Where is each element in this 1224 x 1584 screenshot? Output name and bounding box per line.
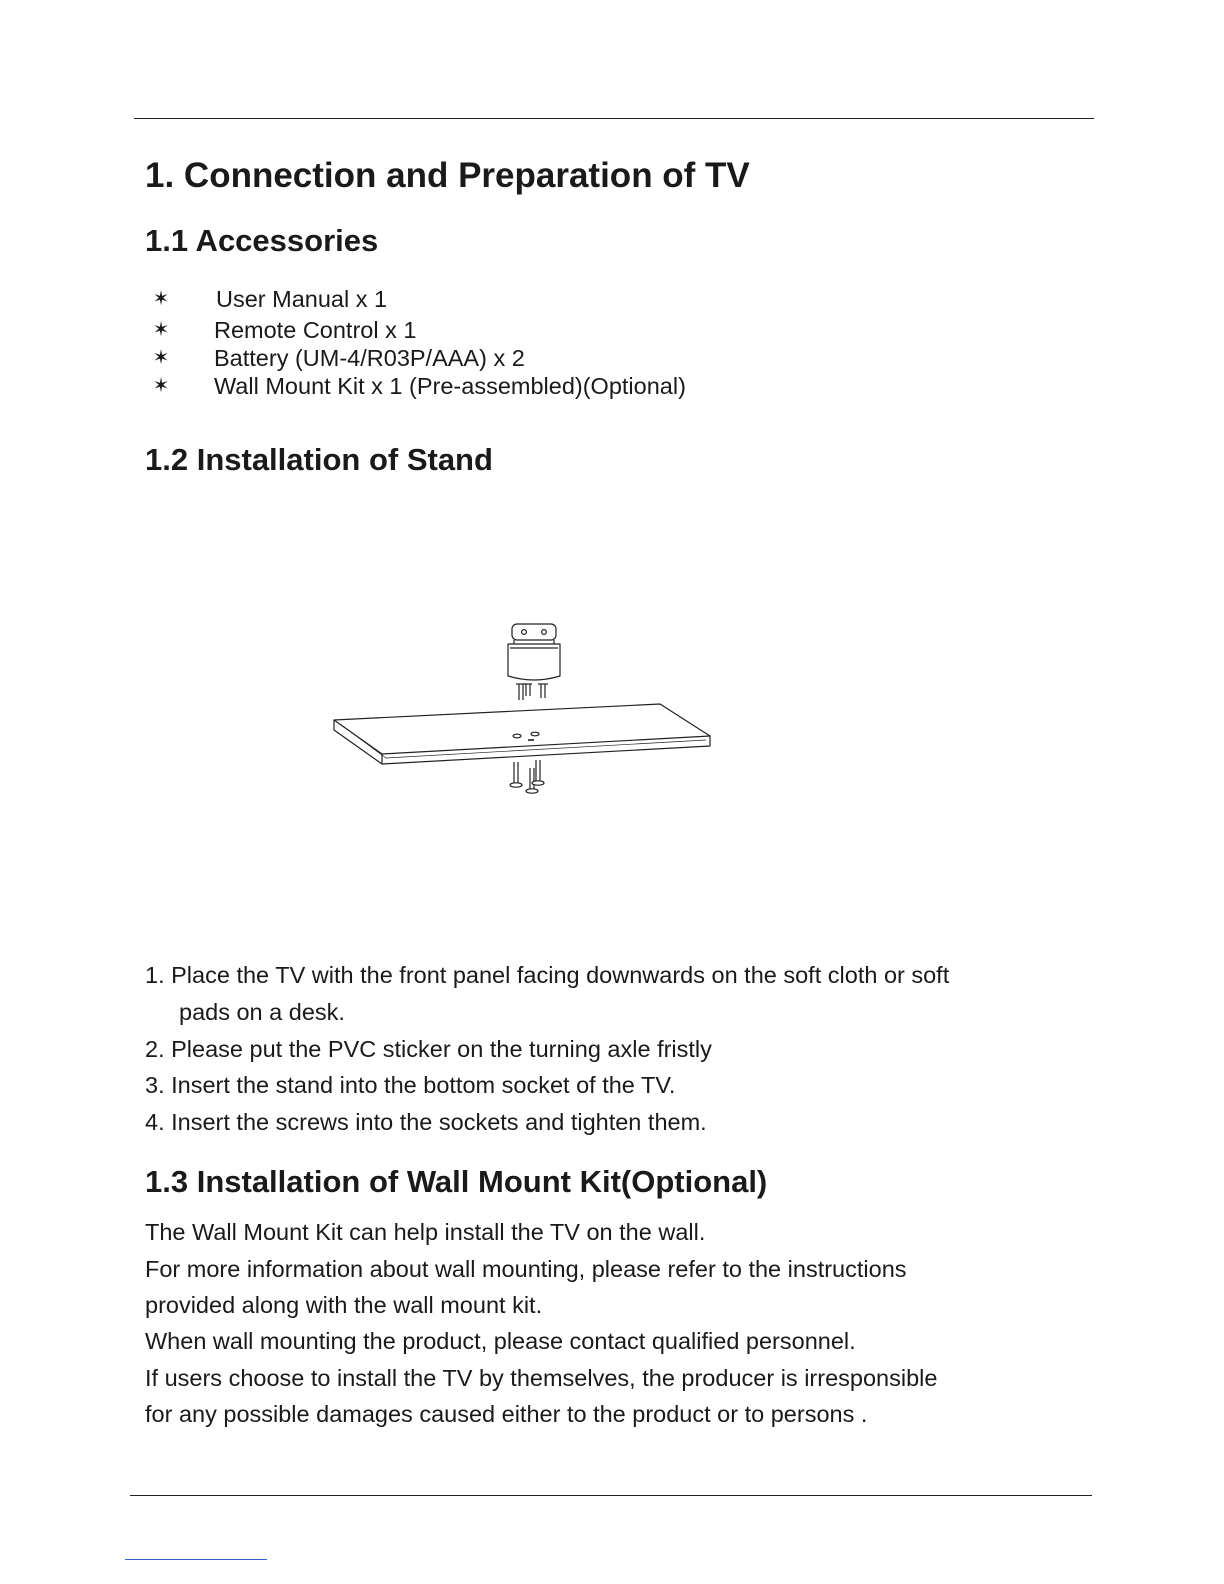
wall-mount-paragraph: If users choose to install the TV by themselves, the producer is irresponsible xyxy=(145,1365,938,1391)
wall-mount-paragraph: provided along with the wall mount kit. xyxy=(145,1292,543,1318)
list-item: 4. Insert the screws into the sockets and tighten them. xyxy=(145,1109,707,1135)
wall-mount-paragraph: For more information about wall mounting, please refer to the instructions xyxy=(145,1256,907,1282)
wall-mount-paragraph: The Wall Mount Kit can help install the TV on the wall. xyxy=(145,1219,706,1245)
lower-screws-icon xyxy=(510,760,544,793)
wall-mount-heading: 1.3 Installation of Wall Mount Kit(Optional) xyxy=(145,1164,768,1199)
list-item: 3. Insert the stand into the bottom socket of the TV. xyxy=(145,1072,676,1098)
top-rule xyxy=(134,118,1094,119)
upper-screws-icon xyxy=(516,684,548,700)
page-title: 1. Connection and Preparation of TV xyxy=(145,156,750,195)
bottom-rule xyxy=(130,1495,1092,1496)
stand-base-plate-icon xyxy=(334,704,710,764)
list-item: 1. Place the TV with the front panel facing downwards on the soft cloth or soft pads on a desk. xyxy=(145,962,950,1025)
stand-bracket-icon xyxy=(508,624,560,680)
list-item: 2. Please put the PVC sticker on the turning axle fristly xyxy=(145,1036,712,1062)
accessories-heading: 1.1 Accessories xyxy=(145,223,379,258)
star-bullet-icon: ✶ xyxy=(152,375,170,397)
footer-link-underline xyxy=(125,1559,267,1560)
star-bullet-icon: ✶ xyxy=(152,347,170,369)
stand-assembly-diagram xyxy=(320,612,730,802)
star-bullet-icon: ✶ xyxy=(152,319,170,341)
wall-mount-paragraph: for any possible damages caused either to the product or to persons . xyxy=(145,1401,868,1427)
star-bullet-icon: ✶ xyxy=(152,288,170,310)
stand-heading: 1.2 Installation of Stand xyxy=(145,442,493,477)
wall-mount-paragraph: When wall mounting the product, please contact qualified personnel. xyxy=(145,1328,856,1354)
